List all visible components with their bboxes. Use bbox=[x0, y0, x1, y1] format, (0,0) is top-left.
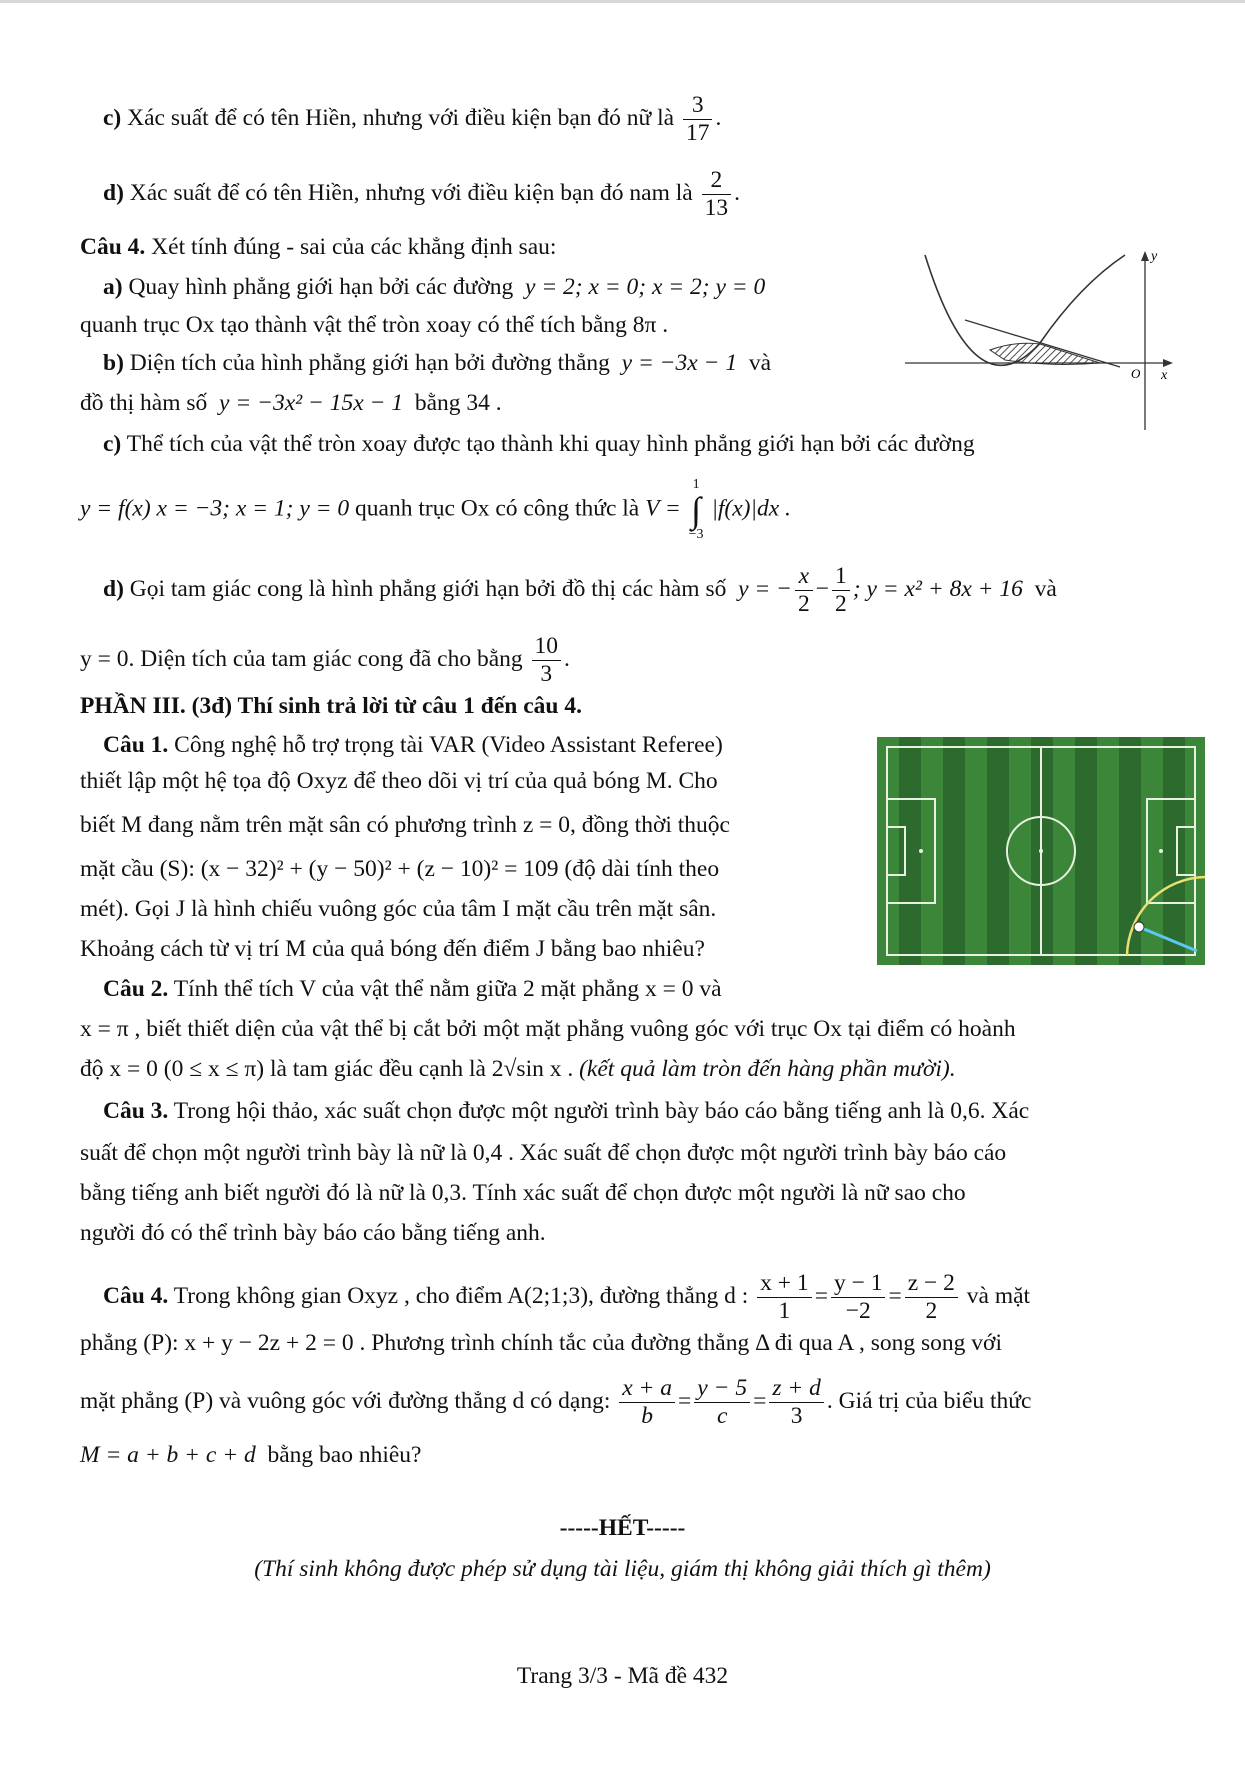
p3-q1-line2: thiết lập một hệ tọa độ Oxyz để theo dõi vị trí của quả bóng M. Cho bbox=[80, 768, 718, 794]
fraction: $\frac{x + a}{b}$ bbox=[619, 1375, 675, 1430]
p3-q3-line1: Câu 3. Trong hội thảo, xác suất chọn được một người trình bày báo cáo bằng tiếng anh là 0,6. Xác bbox=[103, 1098, 1030, 1124]
q4-a-line1: a) Quay hình phẳng giới hạn bởi các đường y = 2; x = 0; x = 2; y = 0 bbox=[103, 274, 766, 300]
p3-q4-line4: M = a + b + c + d bằng bao nhiêu? bbox=[80, 1442, 422, 1468]
ball-icon bbox=[1134, 922, 1144, 932]
p3-q4-line3: mặt phẳng (P) và vuông góc với đường thẳng d có dạng: $\frac{x + a}{b}$ = $\frac{y - 5}{c}$ = $\frac{z + d}{3}$ . Giá trị của biểu thức bbox=[80, 1375, 1032, 1430]
fraction: $\frac{y - 5}{c}$ bbox=[694, 1375, 750, 1430]
q4-b-line2: đồ thị hàm số y = −3x² − 15x − 1 bằng 34 . bbox=[80, 390, 502, 416]
p3-q3-line3: bằng tiếng anh biết người đó là nữ là 0,3. Tính xác suất để chọn được một người là nữ sao cho bbox=[80, 1180, 966, 1206]
exam-note: (Thí sinh không được phép sử dụng tài liệu, giám thị không giải thích gì thêm) bbox=[254, 1556, 991, 1582]
p3-q3-line2: suất để chọn một người trình bày là nữ là 0,4 . Xác suất để chọn được một người trình bày báo cáo bbox=[80, 1140, 1007, 1166]
parabola-graph-figure bbox=[905, 245, 1175, 435]
page-footer: Trang 3/3 - Mã đề 432 bbox=[516, 1663, 729, 1689]
q4-a-line2: quanh trục Ox tạo thành vật thể tròn xoay có thể tích bằng 8π . bbox=[80, 312, 669, 338]
p3-q3-line4: người đó có thể trình bày báo cáo bằng tiếng anh. bbox=[80, 1220, 546, 1246]
q4-d-line2: y = 0. Diện tích của tam giác cong đã cho bằng $\frac{10}{3}$ . bbox=[80, 633, 570, 688]
p3-q1-line5: mét). Gọi J là hình chiếu vuông góc của tâm I mặt cầu trên mặt sân. bbox=[80, 896, 717, 922]
q3-c-statement: c) Xác suất để có tên Hiền, nhưng với điều kiện bạn đó nữ là $\frac{3}{17}$ . bbox=[103, 92, 722, 147]
fraction: $\frac{y - 1}{-2}$ bbox=[831, 1270, 886, 1325]
top-border bbox=[0, 0, 1245, 3]
q4-b-line1: b) Diện tích của hình phẳng giới hạn bởi đường thẳng y = −3x − 1 và bbox=[103, 350, 772, 376]
p3-q2-line1: Câu 2. Tính thể tích V của vật thể nằm giữa 2 mặt phẳng x = 0 và bbox=[103, 976, 722, 1002]
x-axis-label: x bbox=[1161, 368, 1168, 383]
fraction: $\frac{1}{2}$ bbox=[832, 563, 850, 618]
q4-d-line1: d) Gọi tam giác cong là hình phẳng giới hạn bởi đồ thị các hàm số y = − $\frac{x}{2}$ − $\frac{1}{2}$ ; y = x² + 8x + 16 và bbox=[103, 563, 1057, 618]
part3-heading: PHẦN III. (3đ) Thí sinh trả lời từ câu 1 đến câu 4. bbox=[80, 693, 582, 719]
p3-q1-line3: biết M đang nằm trên mặt sân có phương trình z = 0, đồng thời thuộc bbox=[80, 812, 730, 838]
origin-label: O bbox=[1131, 366, 1141, 381]
fraction: $\frac{10}{3}$ bbox=[532, 633, 562, 688]
p3-q1-line4: mặt cầu (S): (x − 32)² + (y − 50)² + (z − 10)² = 109 (độ dài tính theo bbox=[80, 856, 720, 882]
p3-q4-line2: phẳng (P): x + y − 2z + 2 = 0 . Phương trình chính tắc của đường thẳng Δ đi qua A , song song với bbox=[80, 1330, 1002, 1356]
fraction: $\frac{2}{13}$ bbox=[702, 167, 732, 222]
fraction: $\frac{x + 1}{1}$ bbox=[757, 1270, 812, 1325]
shaded-region bbox=[990, 343, 1100, 364]
y-axis-label: y bbox=[1151, 249, 1158, 264]
p3-q1-line1: Câu 1. Công nghệ hỗ trợ trọng tài VAR (Video Assistant Referee) bbox=[103, 732, 723, 758]
p3-q2-line3: độ x = 0 (0 ≤ x ≤ π) là tam giác đều cạnh là 2√sin x . (kết quả làm tròn đến hàng phần mười). bbox=[80, 1056, 956, 1082]
q4-c-line2: y = f(x) x = −3; x = 1; y = 0 quanh trục Ox có công thức là V = 1 ∫ −3 |f(x)|dx . bbox=[80, 477, 791, 542]
fraction: $\frac{z - 2}{2}$ bbox=[905, 1270, 958, 1325]
p3-q2-line2: x = π , biết thiết diện của vật thể bị cắt bởi một mặt phẳng vuông góc với trục Ox tại điểm có hoành bbox=[80, 1016, 1016, 1042]
fraction: $\frac{3}{17}$ bbox=[683, 92, 713, 147]
fraction: $\frac{x}{2}$ bbox=[795, 563, 813, 618]
p3-q1-line6: Khoảng cách từ vị trí M của quả bóng đến điểm J bằng bao nhiêu? bbox=[80, 936, 705, 962]
integral-sign: 1 ∫ −3 bbox=[688, 477, 704, 542]
p3-q4-line1: Câu 4. Trong không gian Oxyz , cho điểm A(2;1;3), đường thẳng d : $\frac{x + 1}{1}$ = $\frac{y - 1}{-2}$ = $\frac{z - 2}{2}$ và mặt bbox=[103, 1270, 1031, 1325]
q3-d-statement: d) Xác suất để có tên Hiền, nhưng với điều kiện bạn đó nam là $\frac{2}{13}$ . bbox=[103, 167, 740, 222]
q4-c-line1: c) Thể tích của vật thể tròn xoay được tạo thành khi quay hình phẳng giới hạn bởi các đường bbox=[103, 431, 975, 457]
fraction: $\frac{z + d}{3}$ bbox=[769, 1375, 824, 1430]
football-field-image bbox=[877, 737, 1205, 965]
q4-title-line: Câu 4. Xét tính đúng - sai của các khẳng định sau: bbox=[80, 234, 557, 260]
end-mark: -----HẾT----- bbox=[559, 1515, 686, 1541]
